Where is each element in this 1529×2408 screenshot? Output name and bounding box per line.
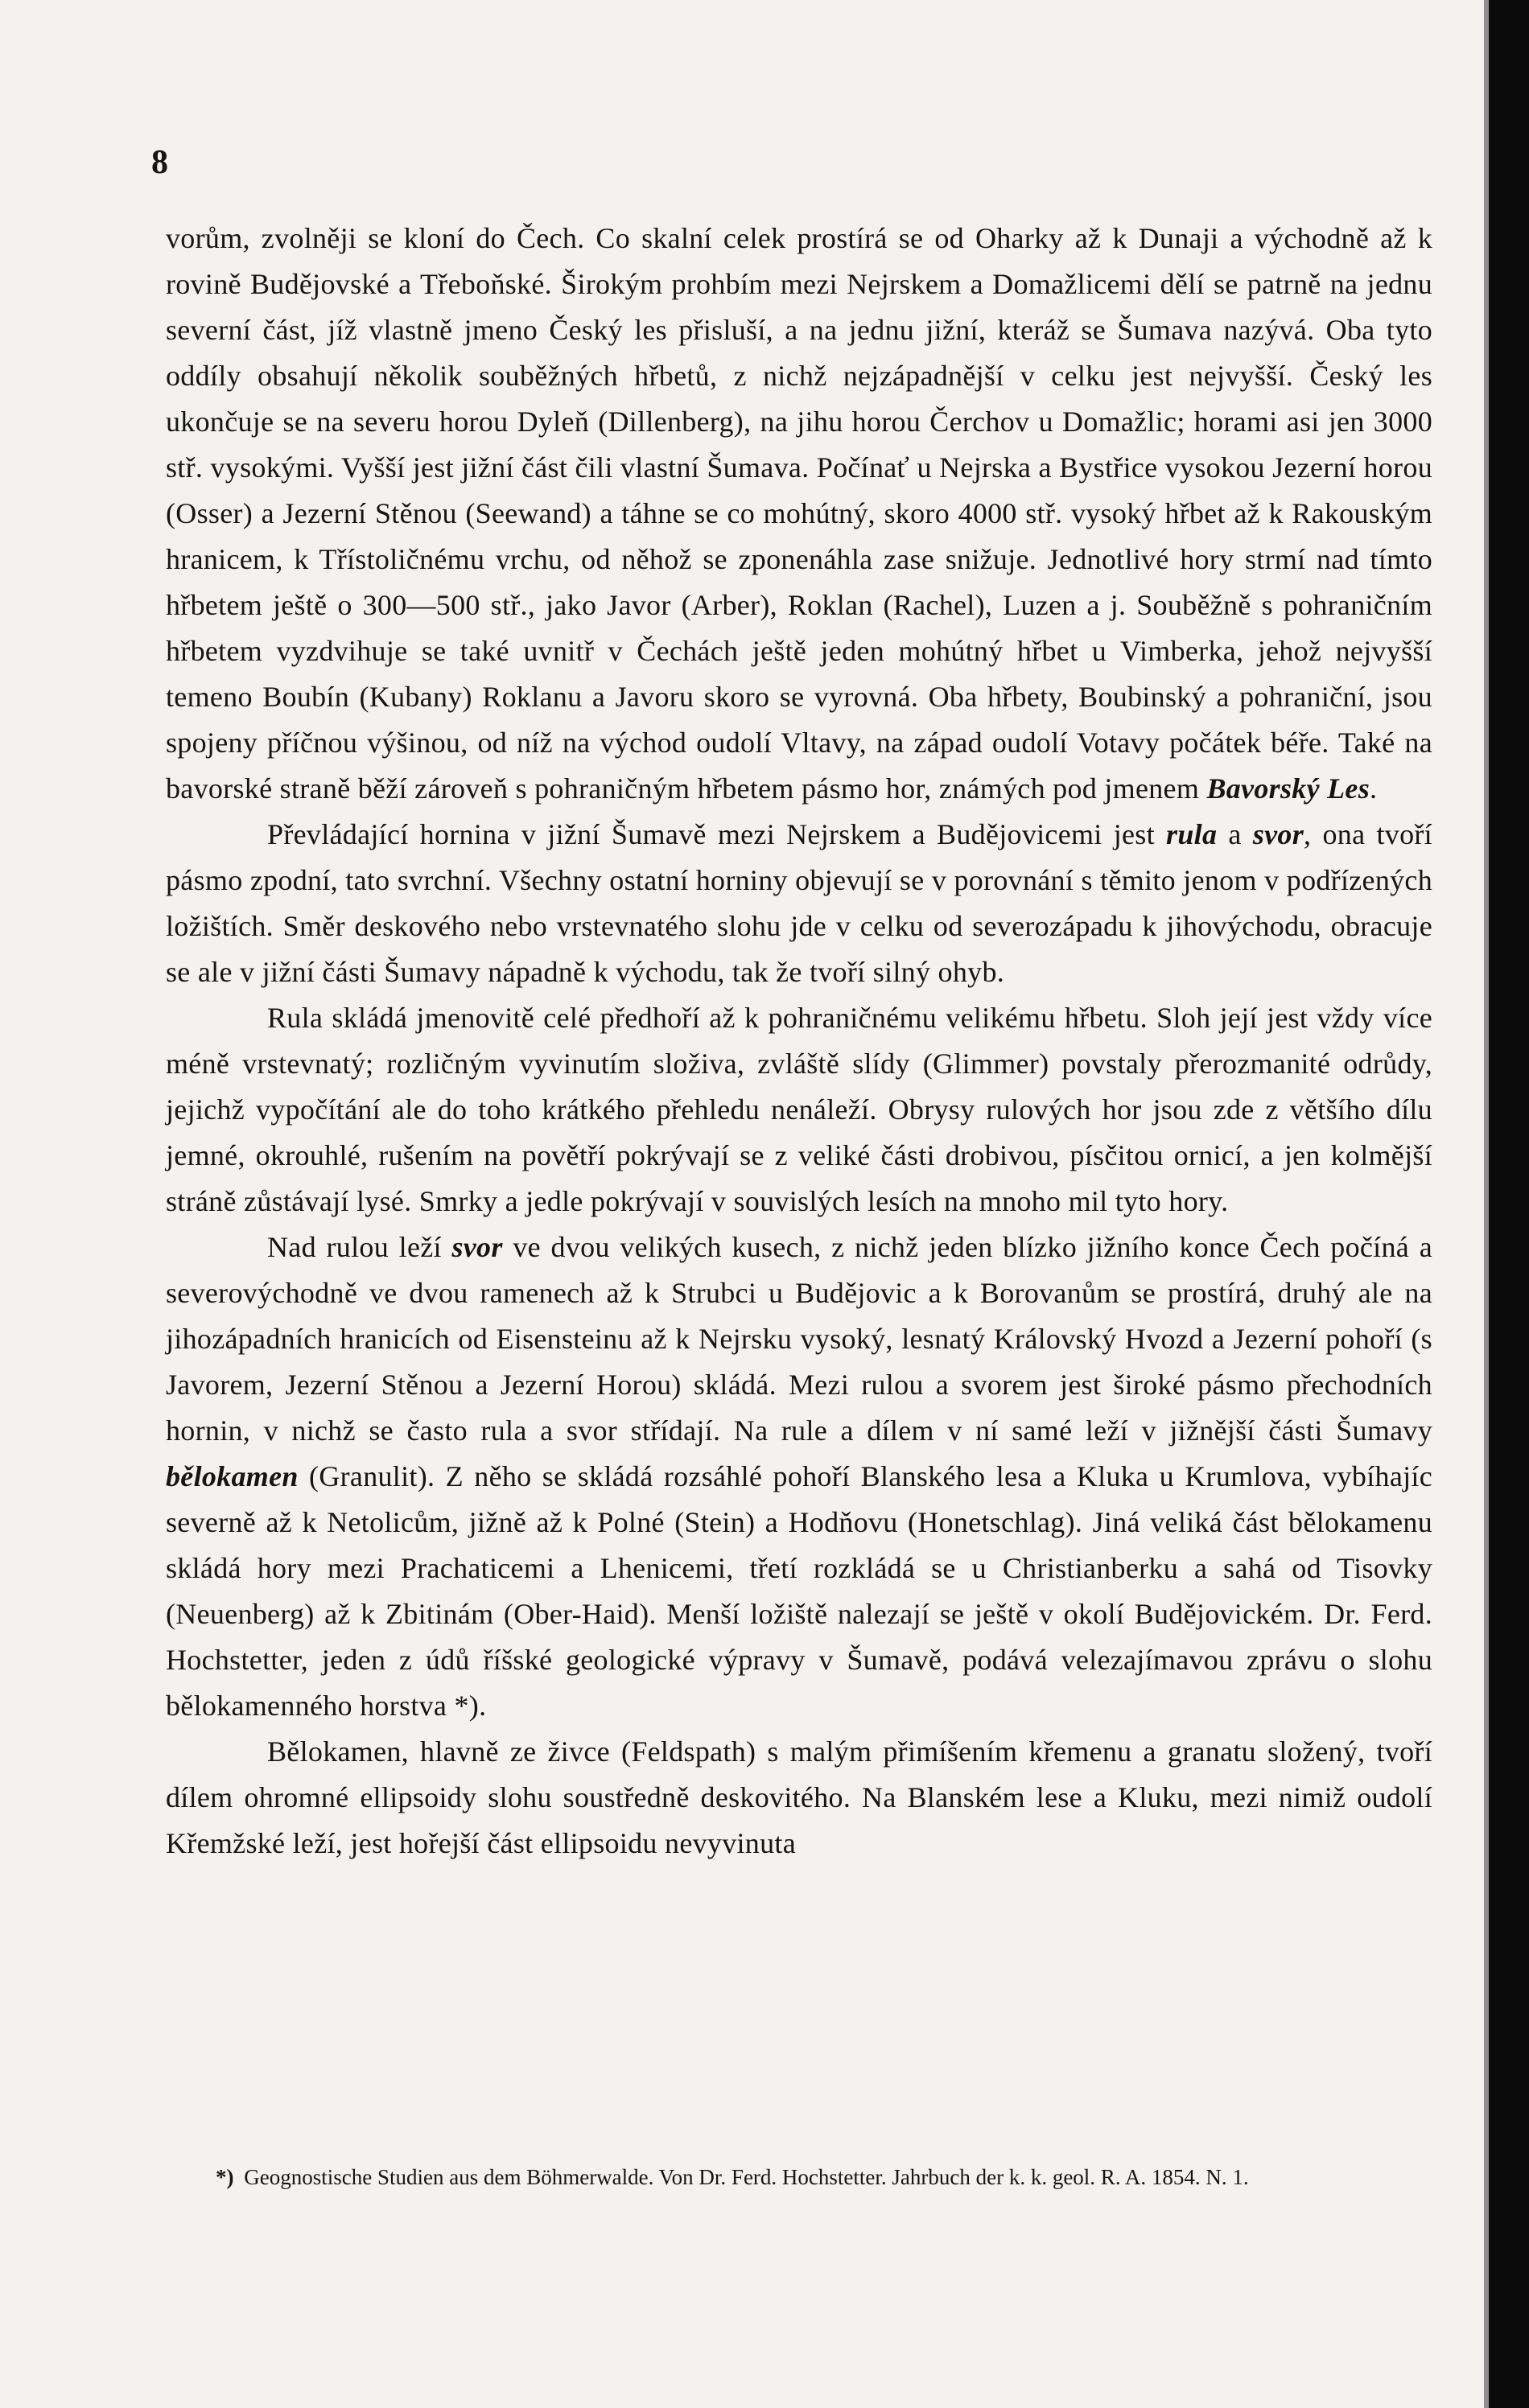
emphasized-term: bělokamen	[166, 1460, 299, 1492]
text-run: Rula skládá jmenovitě celé předhoří až k pohraničnému velikému hřbetu. Sloh její jest vždy více méně vrstevnatý; rozličným vyvinutím složiva, zvláště slídy (Glimmer) povstaly přerozmanité odrůdy, jejichž vypočítání ale do toho krátkého přehledu nenáleží. Obrysy rulových hor jsou zde z většího dílu jemné, okrouhlé, rušením na povětří pokrývají se z veliké části drobivou, písčitou ornicí, a jen kolmější stráně zůstávají lysé. Smrky a jedle pokrývají v souvislých lesích na mnoho mil tyto hory.	[166, 1002, 1432, 1217]
text-run: Převládající hornina v jižní Šumavě mezi Nejrskem a Budějovicemi jest	[267, 818, 1167, 850]
footnote-mark: *)	[216, 2165, 234, 2189]
text-run: .	[1370, 772, 1378, 805]
emphasized-term: svor	[451, 1231, 503, 1263]
emphasized-term: svor	[1252, 818, 1304, 850]
emphasized-term: Bavorský Les	[1206, 772, 1370, 805]
paragraph	[166, 1225, 1432, 1729]
scan-border	[1489, 0, 1529, 2408]
text-run: Bělokamen, hlavně ze živce (Feldspath) s malým přimíšením křemenu a granatu složený, tvoří dílem ohromné ellipsoidy slohu soustředně deskovitého. Na Blanském lese a Kluku, mezi nimiž oudolí Křemžské leží, jest hořejší část ellipsoidu nevyvinuta	[166, 1735, 1432, 1859]
text-run: ve dvou velikých kusech, z nichž jeden blízko jižního konce Čech počíná a severovýchodně ve dvou ramenech až k Strubci u Budějovic a k Borovanům se prostírá, druhý ale na jihozápadních hranicích od Eisensteinu až k Nejrsku vysoký, lesnatý Královský Hvozd a Jezerní pohoří (s Javorem, Jezerní Stěnou a Jezerní Horou) skládá. Mezi rulou a svorem jest široké pásmo přechodních hornin, v nichž se často rula a svor střídají. Na rule a dílem v ní samé leží v jižnější části Šumavy	[166, 1231, 1432, 1447]
paragraph	[166, 1729, 1432, 1867]
paragraph	[166, 995, 1432, 1225]
footnote	[216, 2161, 1374, 2193]
body-text	[166, 216, 1432, 1867]
text-run: vorům, zvolněji se kloní do Čech. Co skalní celek prostírá se od Oharky až k Dunaji a východně až k rovině Budějovské a Třeboňské. Širokým prohbím mezi Nejrskem a Domažlicemi dělí se patrně na jednu severní část, jíž vlastně jmeno Český les přisluší, a na jednu jižní, kteráž se Šumava nazývá. Oba tyto oddíly obsahují několik souběžných hřbetů, z nichž nejzápadnější v celku jest nejvyšší. Český les ukončuje se na severu horou Dyleň (Dillenberg), na jihu horou Čerchov u Domažlic; horami asi jen 3000 stř. vysokými. Vyšší jest jižní část čili vlastní Šumava. Počínať u Nejrska a Bystřice vysokou Jezerní horou (Osser) a Jezerní Stěnou (Seewand) a táhne se co mohútný, skoro 4000 stř. vysoký hřbet až k Rakouským hranicem, k Třístoličnému vrchu, od něhož se zponenáhla zase snižuje. Jednotlivé hory strmí nad tímto hřbetem ještě o 300—500 stř., jako Javor (Arber), Roklan (Rachel), Luzen a j. Souběžně s pohraničním hřbetem vyzdvihuje se také uvnitř v Čechách ještě jeden mohútný hřbet u Vimberka, jehož nejvyšší temeno Boubín (Kubany) Roklanu a Javoru skoro se vyrovná. Oba hřbety, Boubinský a pohraniční, jsou spojeny příčnou výšinou, od níž na východ oudolí Vltavy, na západ oudolí Votavy počátek béře. Také na bavorské straně běží zároveň s pohraničným hřbetem pásmo hor, známých pod jmenem	[166, 222, 1432, 805]
text-run: , ona tvoří pásmo zpodní, tato svrchní. Všechny ostatní horniny objevují se v porovnání s těmito jenom v podřízených ložištích. Směr deskového nebo vrstevnatého slohu jde v celku od severozápadu k jihovýchodu, obracuje se ale v jižní části Šumavy nápadně k východu, tak že tvoří silný ohyb.	[166, 818, 1432, 988]
text-run: (Granulit). Z něho se skládá rozsáhlé pohoří Blanského lesa a Kluka u Krumlova, vybíhajíc severně až k Netolicům, jižně až k Polné (Stein) a Hodňovu (Honetschlag). Jiná veliká část bělokamenu skládá hory mezi Prachaticemi a Lhenicemi, třetí rozkládá se u Christianberku a sahá od Tisovky (Neuenberg) až k Zbitinám (Ober-Haid). Menší ložiště nalezají se ještě v okolí Budějovickém. Dr. Ferd. Hochstetter, jeden z údů říšské geologické výpravy v Šumavě, podává velezajímavou zprávu o slohu bělokamenného horstva *).	[166, 1460, 1432, 1722]
paragraph	[166, 216, 1432, 812]
page-number: 8	[151, 144, 168, 181]
footnote-text: Geognostische Studien aus dem Böhmerwalde. Von Dr. Ferd. Hochstetter. Jahrbuch der k. k. geol. R. A. 1854. N. 1.	[244, 2165, 1249, 2189]
emphasized-term: rula	[1166, 818, 1218, 850]
text-run: Nad rulou leží	[267, 1231, 452, 1263]
text-run: a	[1217, 818, 1253, 850]
paragraph	[166, 812, 1432, 995]
